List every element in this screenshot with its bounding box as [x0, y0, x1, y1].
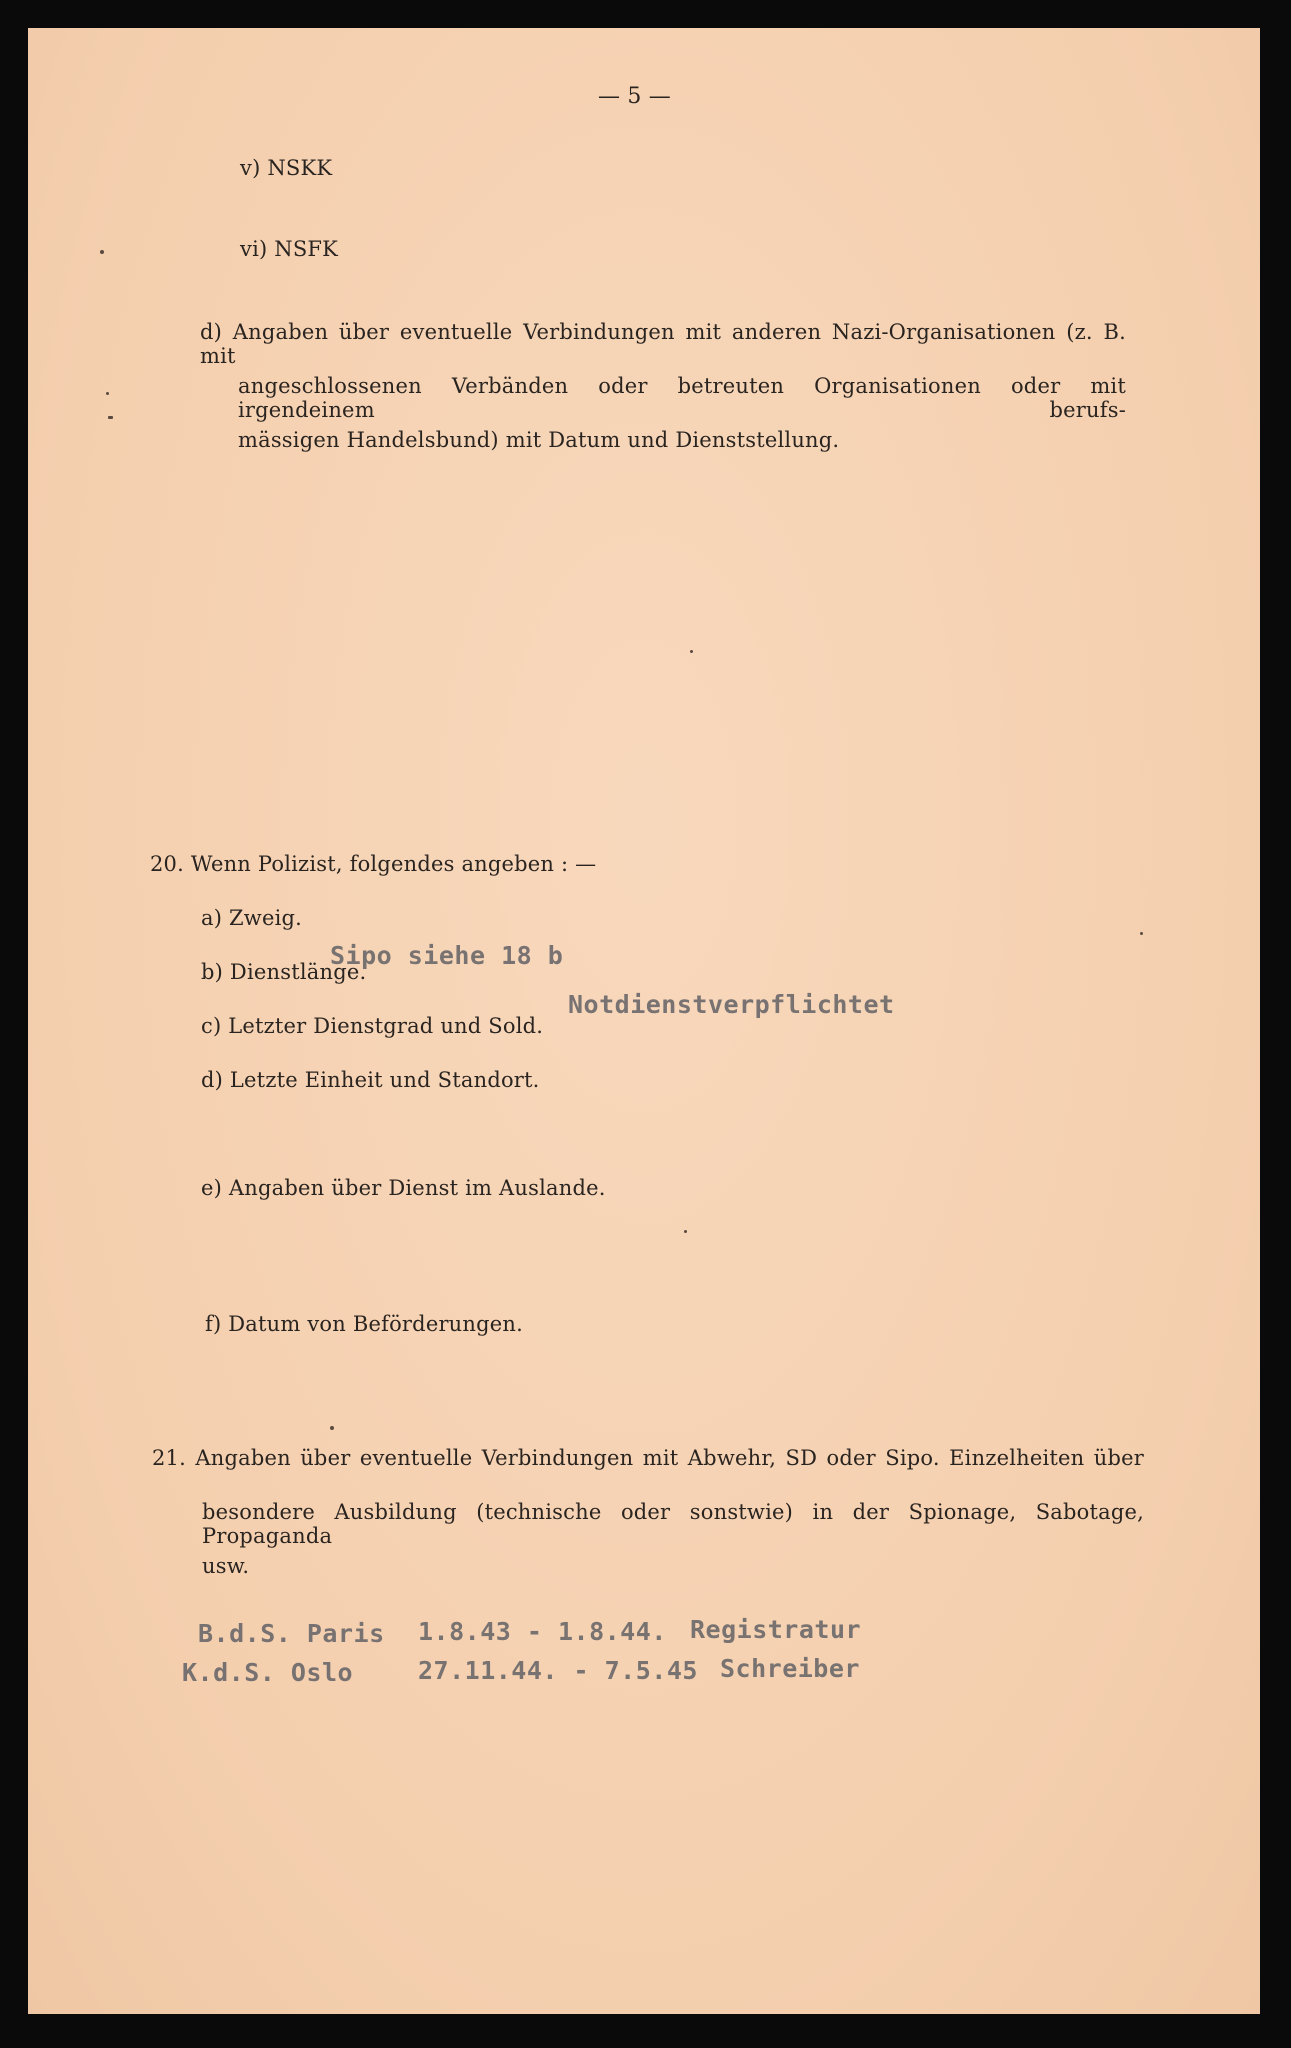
typed-note-sipo: Sipo siehe 18 b: [330, 941, 564, 970]
question-20-a: a) Zweig.: [201, 906, 303, 930]
typed-row-2-role: Schreiber: [720, 1654, 860, 1683]
question-20-heading: 20. Wenn Polizist, folgendes angeben : —: [150, 852, 597, 876]
item-d-line-2: angeschlossenen Verbänden oder betreuten Organisationen oder mit irgendeinem berufs-: [238, 374, 1126, 422]
typed-row-1-role: Registratur: [690, 1615, 862, 1644]
page-number: — 5 —: [598, 84, 671, 109]
question-20-d: d) Letzte Einheit und Standort.: [201, 1068, 540, 1092]
paper-speck: [684, 1230, 687, 1233]
typed-row-1-office: B.d.S. Paris: [198, 1619, 385, 1648]
paper-speck: [106, 392, 109, 395]
typed-note-notdienst: Notdienstverpflichtet: [568, 990, 895, 1019]
question-21-line-1: 21. Angaben über eventuelle Verbindungen mit Abwehr, SD oder Sipo. Einzelheiten über: [152, 1446, 1144, 1470]
paper-speck: [330, 1426, 334, 1430]
item-vi-nsfk: vi) NSFK: [240, 237, 339, 261]
document-page: [28, 28, 1260, 2014]
question-20-f: f) Datum von Beförderungen.: [205, 1312, 524, 1336]
item-v-nskk: v) NSKK: [240, 156, 333, 180]
item-d-line-1: d) Angaben über eventuelle Verbindungen mit anderen Nazi-Organisationen (z. B. mit: [200, 320, 1126, 368]
paper-speck: [100, 250, 104, 254]
paper-speck: [108, 416, 113, 419]
paper-speck: [1140, 932, 1143, 935]
question-20-e: e) Angaben über Dienst im Auslande.: [201, 1176, 606, 1200]
typed-row-2-period: 27.11.44. - 7.5.45: [418, 1656, 698, 1685]
typed-row-2-office: K.d.S. Oslo: [182, 1658, 354, 1687]
paper-speck: [690, 650, 693, 653]
typed-row-1-period: 1.8.43 - 1.8.44.: [418, 1617, 667, 1646]
question-21-line-3: usw.: [202, 1554, 250, 1578]
question-21-line-2: besondere Ausbildung (technische oder sonstwie) in der Spionage, Sabotage, Propaganda: [202, 1500, 1144, 1548]
item-d-line-3: mässigen Handelsbund) mit Datum und Dienststellung.: [238, 428, 840, 452]
question-20-c: c) Letzter Dienstgrad und Sold.: [201, 1014, 544, 1038]
question-20-b: b) Dienstlänge.: [201, 960, 367, 984]
